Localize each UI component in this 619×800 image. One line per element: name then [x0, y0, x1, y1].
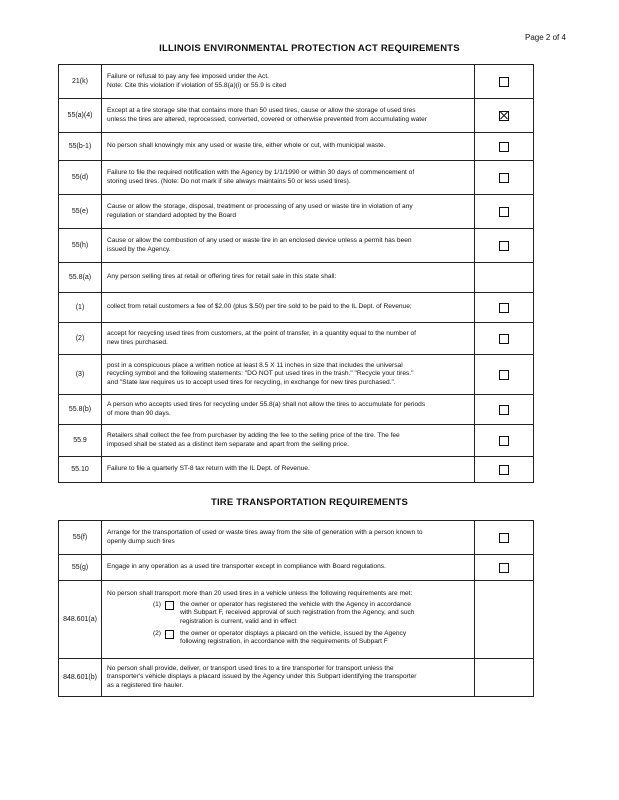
requirement-line: regulation or standard adopted by the Board: [107, 211, 237, 219]
requirement-text: [102, 195, 474, 228]
requirement-line: transporter's vehicle displays a placard issued by the Agency under this Subpart identifying the transporter: [107, 673, 417, 681]
requirement-line: openly dump such tires: [107, 537, 175, 545]
page-number: Page 2 of 4: [525, 33, 566, 42]
citation-code: 55.8(a): [59, 263, 102, 292]
checkbox[interactable]: [499, 436, 509, 446]
requirement-line: Failure or refusal to pay any fee imposed under the Act.: [107, 73, 270, 81]
check-cell: [474, 659, 533, 696]
checkbox[interactable]: [499, 303, 509, 313]
table-row: [58, 555, 534, 581]
check-cell: [474, 65, 533, 98]
check-cell: [474, 229, 533, 262]
requirement-text: [102, 65, 474, 98]
section-title-transport: TIRE TRANSPORTATION REQUIREMENTS: [210, 497, 409, 508]
requirement-text: [102, 581, 474, 658]
table-row: [58, 323, 534, 355]
citation-code: 55(b-1): [59, 133, 102, 160]
requirement-text: [102, 133, 474, 160]
requirement-line: Retailers shall collect the fee from purchaser by adding the fee to the selling price of the tire. The fee: [107, 432, 400, 440]
citation-code: 55(d): [59, 161, 102, 194]
requirement-text: [102, 425, 474, 456]
requirement-line: Cause or allow the combustion of any used or waste tire in an enclosed device unless a permit has been: [107, 237, 412, 245]
table-row: [58, 425, 534, 457]
requirement-line: accept for recycling used tires from customers, at the point of transfer, in a quantity equal to the number of: [107, 330, 416, 338]
table-row: [58, 355, 534, 395]
checkbox[interactable]: [499, 533, 509, 543]
requirement-line: post in a conspicuous place a written notice at least 8.5 X 11 inches in size that includes the universal: [107, 361, 403, 369]
citation-code: 21(k): [59, 65, 102, 98]
check-cell: [474, 457, 533, 482]
requirement-line: collect from retail customers a fee of $2.00 (plus $.50) per tire sold to be paid to the IL Dept. of Revenue;: [107, 303, 412, 311]
check-cell: [474, 355, 533, 394]
requirement-text: [102, 659, 474, 696]
requirement-line: A person who accepts used tires for recycling under 55.8(a) shall not allow the tires to accumulate for periods: [107, 401, 426, 409]
citation-code: 55.8(b): [59, 395, 102, 424]
requirement-line: Failure to file a quarterly ST-8 tax return with the IL Dept. of Revenue.: [107, 465, 310, 473]
requirement-text: [102, 395, 474, 424]
table-row: [58, 99, 534, 133]
table-row: [58, 229, 534, 263]
requirement-line: No person shall transport more than 20 used tires in a vehicle unless the following requirements are met:: [107, 590, 413, 598]
table-row: [58, 457, 534, 483]
table-row: [58, 293, 534, 323]
check-cell: [474, 581, 533, 658]
table-row: [58, 195, 534, 229]
checkbox[interactable]: [499, 334, 509, 344]
check-cell: [474, 263, 533, 292]
table-row: [58, 133, 534, 161]
citation-code: 848.601(a): [59, 581, 102, 658]
sub-label: (2): [152, 629, 161, 637]
section-title-act: ILLINOIS ENVIRONMENTAL PROTECTION ACT REQUIREMENTS: [159, 43, 460, 54]
requirement-text: [102, 99, 474, 132]
requirement-text: [102, 161, 474, 194]
sub-text-line: registration is current, valid and in effect: [180, 617, 297, 625]
check-cell: [474, 395, 533, 424]
requirement-text: [102, 293, 474, 322]
citation-code: 55.10: [59, 457, 102, 482]
check-cell: [474, 323, 533, 354]
citation-code: 55(e): [59, 195, 102, 228]
requirement-line: new tires purchased.: [107, 338, 168, 346]
table-row: [58, 65, 534, 99]
check-cell: [474, 133, 533, 160]
table-row: [58, 161, 534, 195]
sub-text-line: with Subpart F, received approval of such registration from the Agency, and such: [180, 609, 415, 617]
requirement-line: and "State law requires us to accept used tires for recycling, in exchange for new tires purchased.".: [107, 378, 396, 386]
check-cell: [474, 425, 533, 456]
citation-code: 55(f): [59, 521, 102, 554]
requirement-line: storing used tires. (Note: Do not mark if site always maintains 50 or less used tires).: [107, 177, 351, 185]
requirement-text: [102, 263, 474, 292]
sub-checkbox[interactable]: [165, 630, 174, 639]
citation-code: 55(h): [59, 229, 102, 262]
requirement-line: Failure to file the required notification with the Agency by 1/1/1990 or within 30 days of commencement of: [107, 169, 415, 177]
requirement-line: Cause or allow the storage, disposal, treatment or processing of any used or waste tire in violation of any: [107, 203, 413, 211]
requirement-text: [102, 323, 474, 354]
check-cell: [474, 555, 533, 580]
requirement-text: [102, 555, 474, 580]
citation-code: 55(a)(4): [59, 99, 102, 132]
requirement-line: recycling symbol and the following statements: "DO NOT put used tires in the trash." "Recycle your tires.": [107, 370, 414, 378]
checkbox[interactable]: [499, 77, 509, 87]
requirement-line: No person shall knowingly mix any used or waste tire, either whole or cut, with municipal waste.: [107, 142, 386, 150]
checkbox[interactable]: [499, 465, 509, 475]
checkbox[interactable]: [499, 173, 509, 183]
sub-requirement: [107, 601, 469, 626]
requirement-line: as a registered tire hauler.: [107, 681, 184, 689]
citation-code: 55(g): [59, 555, 102, 580]
requirement-line: of more than 90 days.: [107, 409, 171, 417]
sub-text-line: the owner or operator has registered the vehicle with the Agency in accordance: [180, 600, 411, 608]
sub-text-line: following registration, in accordance with the requirements of Subpart F: [180, 638, 388, 646]
requirement-line: imposed shall be stated as a distinct item separate and apart from the selling price.: [107, 440, 349, 448]
table-row: [58, 263, 534, 293]
requirement-text: [102, 229, 474, 262]
checkbox[interactable]: [499, 142, 509, 152]
checkbox[interactable]: [499, 207, 509, 217]
requirement-line: Note: Cite this violation if violation of 55.8(a)(i) or 55.9 is cited: [107, 81, 287, 89]
table-row: [58, 581, 534, 659]
sub-label: (1): [152, 600, 161, 608]
transport-requirements-table: [58, 520, 534, 697]
check-cell: [474, 521, 533, 554]
requirement-text: [102, 355, 474, 394]
check-cell: [474, 195, 533, 228]
check-cell: [474, 99, 533, 132]
citation-code: (3): [59, 355, 102, 394]
citation-code: 848.601(b): [59, 659, 102, 696]
requirement-line: No person shall provide, deliver, or transport used tires to a tire transporter for transport unless the: [107, 664, 394, 672]
act-requirements-table: [58, 64, 534, 483]
sub-checkbox[interactable]: [165, 601, 174, 610]
checkbox[interactable]: [499, 563, 509, 573]
citation-code: (2): [59, 323, 102, 354]
table-row: [58, 395, 534, 425]
check-cell: [474, 161, 533, 194]
citation-code: (1): [59, 293, 102, 322]
checkbox[interactable]: [499, 370, 509, 380]
requirement-text: [102, 521, 474, 554]
requirement-text: [102, 457, 474, 482]
checked-checkbox[interactable]: [499, 111, 509, 121]
requirement-line: issued by the Agency.: [107, 245, 171, 253]
table-row: [58, 659, 534, 697]
checkbox[interactable]: [499, 241, 509, 251]
requirement-line: Arrange for the transportation of used or waste tires away from the site of generation with a person known to: [107, 529, 423, 537]
requirement-line: Engage in any operation as a used tire transporter except in compliance with Board regulations.: [107, 563, 386, 571]
sub-text-line: the owner or operator displays a placard on the vehicle, issued by the Agency: [180, 629, 407, 637]
citation-code: 55.9: [59, 425, 102, 456]
requirement-line: Any person selling tires at retail or offering tires for retail sale in this state shall:: [107, 273, 337, 281]
sub-requirement: [107, 630, 469, 647]
requirement-line: unless the tires are altered, reprocessed, converted, covered or otherwise prevented from accumulating water: [107, 115, 427, 123]
sub-text: [180, 630, 469, 647]
checkbox[interactable]: [499, 405, 509, 415]
check-cell: [474, 293, 533, 322]
sub-text: [180, 601, 469, 626]
table-row: [58, 521, 534, 555]
requirement-line: Except at a tire storage site that contains more than 50 used tires, cause or allow the storage of used tires: [107, 107, 416, 115]
